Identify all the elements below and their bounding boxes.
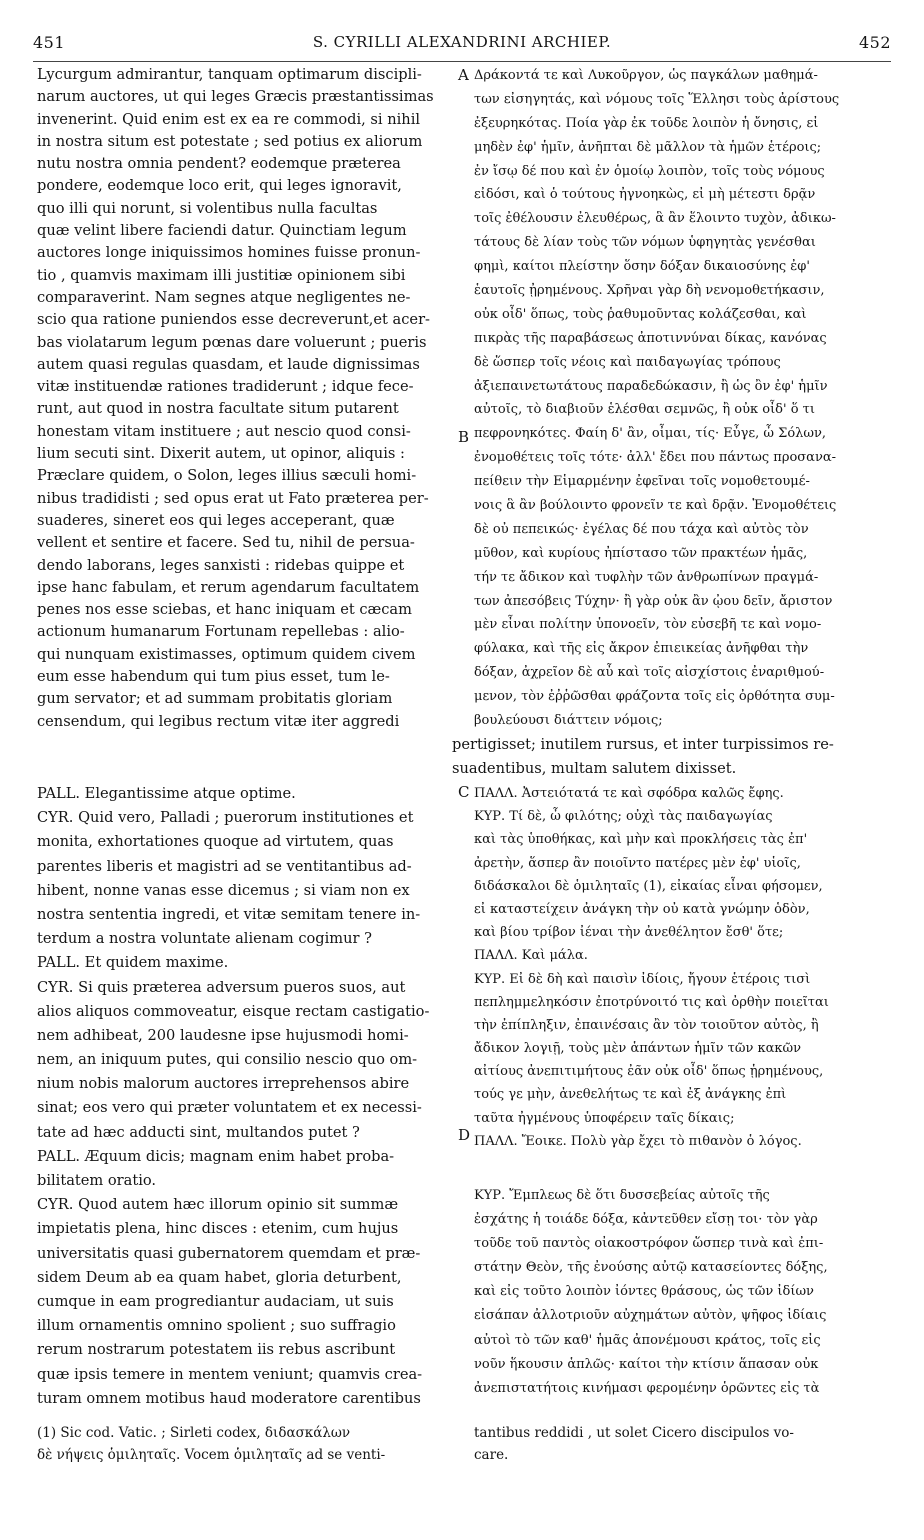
text-line: narum auctores, ut qui leges Græcis præstantissimas xyxy=(37,88,434,106)
text-line: impietatis plena, hinc disces : etenim, cum hujus xyxy=(37,1220,399,1238)
text-line: μηδὲν ἐφ' ἡμῖν, ἀνῆπται δὲ μᾶλλον τὰ ἡμῶν ἑτέροις; xyxy=(474,139,822,155)
text-line: invenerint. Quid enim est ex ea re commodi, si nihil xyxy=(37,110,421,128)
text-line: ΠΑΛΛ. Καὶ μάλα. xyxy=(474,948,588,964)
text-line: πεπλημμεληκόσιν ἐποτρύνοιτό τις καὶ ὀρθὴν ποιεῖται xyxy=(474,994,829,1010)
text-line: actionum humanarum Fortunam repellebas : alio- xyxy=(37,623,405,641)
text-line: ΠΑΛΛ. Ἀστειότατά τε καὶ σφόδρα καλῶς ἔφης. xyxy=(474,786,784,801)
text-line: comparaverint. Nam segnes atque negligentes ne- xyxy=(37,288,411,306)
text-line: στάτην Θεὸν, τῆς ἐνούσης αὐτῷ κατασείοντες δόξης, xyxy=(474,1260,828,1276)
text-line: PALL. Elegantissime atque optime. xyxy=(37,785,296,802)
text-line: cumque in eam progrediantur audaciam, ut suis xyxy=(37,1292,394,1310)
text-line: in nostra situm est potestate ; sed potius ex aliorum xyxy=(37,132,423,150)
text-line: βουλεύουσι διάττειν νόμοις; xyxy=(474,713,663,729)
text-line: ipse hanc fabulam, et rerum agendarum facultatem xyxy=(37,578,420,596)
text-line: τήν τε ἄδικον καὶ τυφλὴν τῶν ἀνθρωπίνων πραγμά- xyxy=(474,569,819,585)
text-line: tantibus reddidi , ut solet Cicero discipulos vo- xyxy=(474,1425,794,1441)
text-line: censendum, qui legibus rectum vitæ iter aggredi xyxy=(37,712,400,730)
text-line: καὶ τὰς ὑποθήκας, καὶ μὴν καὶ προκλήσεις τὰς ἐπ' xyxy=(474,832,808,848)
text-line: μὲν εἶναι πολίτην ὑπονοεῖν, τὸν εὐσεβῆ τε καὶ νομο- xyxy=(474,617,822,633)
text-line: auctores longe iniquissimos homines fuisse pronun- xyxy=(37,244,421,262)
text-line: CYR. Si quis præterea adversum pueros suos, aut xyxy=(37,978,406,996)
text-line: terdum a nostra voluntate alienam cogimur ? xyxy=(37,930,372,948)
latin-continuation xyxy=(452,733,894,781)
text-line: honestam vitam instituere ; aut nescio quod consi- xyxy=(37,422,411,440)
text-line: CYR. Quid vero, Palladi ; puerorum institutiones et xyxy=(37,809,414,827)
text-line: δὲ ὥσπερ τοῖς νέοις καὶ παιδαγωγίας τρόπους xyxy=(474,354,781,370)
text-line: vitæ instituendæ rationes tradiderunt ; idque fece- xyxy=(37,378,414,396)
text-line: nem adhibeat, 200 laudesne ipse hujusmodi homi- xyxy=(37,1026,409,1044)
text-line: pondere, eodemque loco erit, qui leges ignoravit, xyxy=(37,177,402,195)
text-line: των εἰσηγητάς, καὶ νόμους τοῖς Ἕλλησι τοὺς ἀρίστους xyxy=(474,91,840,107)
text-line: φημὶ, καίτοι πλείστην ὅσην δόξαν δικαιοσύνης ἐφ' xyxy=(474,259,810,275)
footnote-right xyxy=(474,1422,894,1466)
text-line: CYR. Quod autem hæc illorum opinio sit summæ xyxy=(37,1196,399,1214)
text-line: πικρὰς τῆς παραβάσεως ἀποτιννύναι δίκας, κανόνας xyxy=(474,330,827,346)
section-marker-b: B xyxy=(458,428,470,446)
section-marker-d: D xyxy=(458,1126,471,1144)
text-line: δόξαν, ἀχρεῖον δὲ αὖ καὶ τοῖς αἰσχίστοις ἐναριθμού- xyxy=(474,665,825,681)
text-line: Lycurgum admirantur, tanquam optimarum discipli- xyxy=(37,66,422,83)
text-line: μενον, τὸν ἐῤῥῶσθαι φράζοντα τοῖς εἰς ὀρθότητα συμ- xyxy=(474,689,835,705)
section-marker-c: C xyxy=(458,783,470,801)
text-line: ΚΥΡ. Εἰ δὲ δὴ καὶ παισὶν ἰδίοις, ἤγουν ἑτέροις τισὶ xyxy=(474,971,811,987)
text-line: runt, aut quod in nostra facultate situm putarent xyxy=(37,400,399,418)
text-line: οὐκ οἶδ' ὅπως, τοὺς ῥαθυμοῦντας κολάζεσθαι, καὶ xyxy=(474,306,807,322)
text-line: τὴν ἐπίπληξιν, ἐπαινέσαις ἂν τὸν τοιοῦτον αὐτὸς, ἢ xyxy=(474,1017,819,1033)
text-line: πείθειν τὴν Εἱμαρμένην ἐφεῖναι τοῖς νομοθετουμέ- xyxy=(474,474,810,490)
text-line: care. xyxy=(474,1447,509,1463)
text-line: universitatis quasi gubernatorem quemdam et præ- xyxy=(37,1244,421,1262)
text-line: vellent et sentire et facere. Sed tu, nihil de persua- xyxy=(37,534,415,552)
text-line: bas violatarum legum pœnas dare voluerunt ; pueris xyxy=(37,333,427,351)
text-line: καὶ βίου τρίβον ἰέναι τὴν ἀνεθέλητον ἔσθ' ὅτε; xyxy=(474,925,784,941)
text-line: νοις ἃ ἂν βούλοιντο φρονεῖν τε καὶ δρᾷν. Ἐνομοθέτεις xyxy=(474,498,837,514)
text-line: εἰσάπαν ἀλλοτριοῦν αὐχημάτων αὐτὸν, ψῆφος ἰδίαις xyxy=(474,1308,827,1324)
text-line: ἀνεπιστατήτοις κινήμασι φερομένην ὁρῶντες εἰς τὰ xyxy=(474,1380,820,1396)
page-number-right: 452 xyxy=(858,33,891,52)
text-line: scio qua ratione puniendos esse decreverunt,et acer- xyxy=(37,311,430,329)
text-line: ΠΑΛΛ. Ἔοικε. Πολὺ γὰρ ἔχει τὸ πιθανὸν ὁ λόγος. xyxy=(474,1133,802,1149)
text-line: δὲ οὐ πεπεικώς· ἐγέλας δέ που τάχα καὶ αὐτὸς τὸν xyxy=(474,521,809,537)
text-line: ἄδικον λογιῇ, τοὺς μὲν ἁπάντων ἡμῖν τῶν κακῶν xyxy=(474,1041,802,1057)
text-line: bilitatem oratio. xyxy=(37,1172,157,1189)
text-line: τοῦδε τοῦ παντὸς οἰακοστρόφον ὥσπερ τινὰ καὶ ἐπι- xyxy=(474,1236,824,1252)
text-line: ἀξιεπαινετωτάτους παραδεδώκασιν, ἢ ὡς ὂν ἐφ' ἡμῖν xyxy=(474,378,828,394)
text-line: εἰδόσι, καὶ ὁ τούτους ἠγνοηκὼς, εἰ μὴ μέτεστι δρᾷν xyxy=(474,187,816,203)
text-line: alios aliquos commoveatur, eisque rectam castigatio- xyxy=(37,1002,430,1020)
greek-column-2 xyxy=(474,782,894,1153)
text-line: dendo laborans, leges sanxisti : ridebas quippe et xyxy=(37,556,405,574)
text-line: ἑαυτοῖς ᾐρημένους. Χρῆναι γὰρ δὴ νενομοθετήκασιν, xyxy=(474,283,825,299)
text-line: των ἀπεσόβεις Τύχην· ἢ γὰρ οὐκ ἂν ᾠου δεῖν, ἄριστον xyxy=(474,593,833,609)
text-line: nem, an iniquum putes, qui consilio nescio quo om- xyxy=(37,1051,418,1069)
text-line: (1) Sic cod. Vatic. ; Sirleti codex, διδασκάλων xyxy=(37,1425,351,1441)
text-line: quæ ipsis temere in mentem veniunt; quamvis crea- xyxy=(37,1365,423,1383)
text-line: suadentibus, multam salutem dixisset. xyxy=(452,760,737,777)
section-marker-a: A xyxy=(458,66,469,84)
text-line: nium nobis malorum auctores irreprehensos abire xyxy=(37,1075,410,1093)
text-line: turam omnem motibus haud moderatore carentibus xyxy=(37,1389,421,1407)
latin-column-2 xyxy=(37,782,460,1411)
text-line: parentes liberis et magistri ad se ventitantibus ad- xyxy=(37,857,412,875)
text-line: tate ad hæc adducti sint, multandos putet ? xyxy=(37,1123,360,1141)
text-line: αὐτοὶ τὸ τῶν καθ' ἡμᾶς ἀπονέμουσι κράτος, τοῖς εἰς xyxy=(474,1332,821,1348)
text-line: πεφρονηκότες. Φαίη δ' ἂν, οἶμαι, τίς· Εὖγε, ὦ Σόλων, xyxy=(474,426,827,442)
text-line: μῦθον, καὶ κυρίους ἠπίστασο τῶν πρακτέων ἡμᾶς, xyxy=(474,545,808,561)
text-line: διδάσκαλοι δὲ ὁμιληταῖς (1), εἰκαίας εἶναι φήσομεν, xyxy=(474,878,823,894)
text-line: quæ velint libere faciendi datur. Quinctiam legum xyxy=(37,222,407,240)
text-line: ἐν ἴσῳ δέ που καὶ ἐν ὁμοίῳ λοιπὸν, τοῖς τοὺς νόμους xyxy=(474,163,825,179)
text-line: nostra sententia ingredi, et vitæ semitam tenere in- xyxy=(37,905,421,923)
text-line: lium secuti sint. Dixerit autem, ut opinor, aliquis : xyxy=(37,445,405,463)
text-line: αὐτοῖς, τὸ διαβιοῦν ἑλέσθαι σεμνῶς, ἢ οὐκ οἶδ' ὅ τι xyxy=(474,402,815,418)
text-line: εἰ καταστείχειν ἀνάγκη τὴν οὐ κατὰ γνώμην ὁδὸν, xyxy=(474,901,810,917)
text-line: monita, exhortationes quoque ad virtutem, quas xyxy=(37,833,394,851)
footnote-left xyxy=(37,1422,457,1466)
text-line: ἐξευρηκότας. Ποία γὰρ ἐκ τοῦδε λοιπὸν ἡ ὄνησις, εἰ xyxy=(474,115,819,131)
latin-column-1 xyxy=(37,64,460,733)
text-line: eum esse habendum qui tum pius esset, tum le- xyxy=(37,668,390,686)
text-line: ἐνομοθέτεις τοῖς τότε· ἀλλ' ἔδει που πάντως προσανα- xyxy=(474,450,837,466)
text-line: τοῖς ἐθέλουσιν ἐλευθέρως, ἃ ἂν ἕλοιντο τυχὸν, ἀδικω- xyxy=(474,211,836,227)
text-line: quo illi qui norunt, si volentibus nulla facultas xyxy=(37,199,378,217)
page-number-left: 451 xyxy=(33,33,66,52)
text-line: καὶ εἰς τοῦτο λοιπὸν ἰόντες θράσους, ὡς τῶν ἰδίων xyxy=(474,1284,814,1300)
text-line: ἀρετὴν, ἅσπερ ἂν ποιοῖντο πατέρες μὲν ἐφ' υἱοῖς, xyxy=(474,855,801,871)
greek-column-1 xyxy=(474,64,894,733)
text-line: PALL. Æquum dicis; magnam enim habet proba- xyxy=(37,1147,395,1165)
text-line: ΚΥΡ. Ἔμπλεως δὲ ὅτι δυσσεβείας αὐτοῖς τῆς xyxy=(474,1188,770,1203)
text-line: ΚΥΡ. Τί δὲ, ὦ φιλότης; οὐχὶ τὰς παιδαγωγίας xyxy=(474,809,773,825)
text-line: ταῦτα ἠγμένους ὑποφέρειν ταῖς δίκαις; xyxy=(474,1110,735,1126)
text-line: τούς γε μὴν, ἀνεθελήτως τε καὶ ἐξ ἀνάγκης ἐπὶ xyxy=(474,1087,787,1103)
running-header xyxy=(33,33,891,59)
text-line: νοῦν ἥκουσιν ἁπλῶς· καίτοι τὴν κτίσιν ἅπασαν οὐκ xyxy=(474,1356,819,1372)
text-line: suaderes, sineret eos qui leges acceperant, quæ xyxy=(37,511,395,529)
text-line: δὲ νήψεις ὁμιληταῖς. Vocem ὁμιληταῖς ad se venti- xyxy=(37,1447,386,1463)
text-line: autem quasi regulas quasdam, et laude dignissimas xyxy=(37,355,420,373)
text-line: φύλακα, καὶ τῆς εἰς ἄκρον ἐπιεικείας ἀνῆφθαι τὴν xyxy=(474,641,809,657)
greek-column-3 xyxy=(474,1184,894,1401)
text-line: αἰτίους ἀνεπιτιμήτους ἐᾶν οὐκ οἶδ' ὅπως ᾑρημένους, xyxy=(474,1064,824,1080)
text-line: Præclare quidem, o Solon, leges illius sæculi homi- xyxy=(37,467,417,485)
text-line: gum servator; et ad summam probitatis gloriam xyxy=(37,690,393,708)
running-title: S. CYRILLI ALEXANDRINI ARCHIEP. xyxy=(312,33,612,51)
text-line: tio , quamvis maximam illi justitiæ opinionem sibi xyxy=(37,266,406,284)
text-line: hibent, nonne vanas esse dicemus ; si viam non ex xyxy=(37,881,410,899)
text-line: rerum nostrarum potestatem iis rebus ascribunt xyxy=(37,1341,396,1359)
text-line: sidem Deum ab ea quam habet, gloria deturbent, xyxy=(37,1268,402,1286)
text-line: pertigisset; inutilem rursus, et inter turpissimos re- xyxy=(452,736,834,753)
text-line: PALL. Et quidem maxime. xyxy=(37,954,229,972)
text-line: τάτους δὲ λίαν τοὺς τῶν νόμων ὑφηγητὰς γενέσθαι xyxy=(474,235,816,251)
text-line: penes nos esse sciebas, et hanc iniquam et cæcam xyxy=(37,601,412,619)
header-rule xyxy=(33,61,891,62)
text-line: nibus tradidisti ; sed opus erat ut Fato præterea per- xyxy=(37,489,429,507)
text-line: sinat; eos vero qui præter voluntatem et ex necessi- xyxy=(37,1099,422,1117)
text-line: ἐσχάτης ἡ τοιάδε δόξα, κἀντεῦθεν εἴσῃ τοι· τὸν γὰρ xyxy=(474,1212,818,1228)
text-line: illum ornamentis omnino spolient ; suo suffragio xyxy=(37,1317,396,1335)
text-line: qui nunquam existimasses, optimum quidem civem xyxy=(37,645,416,663)
text-line: Δράκοντά τε καὶ Λυκοῦργον, ὡς παγκάλων μαθημά- xyxy=(474,68,818,83)
text-line: nutu nostra omnia pendent? eodemque præterea xyxy=(37,155,401,173)
